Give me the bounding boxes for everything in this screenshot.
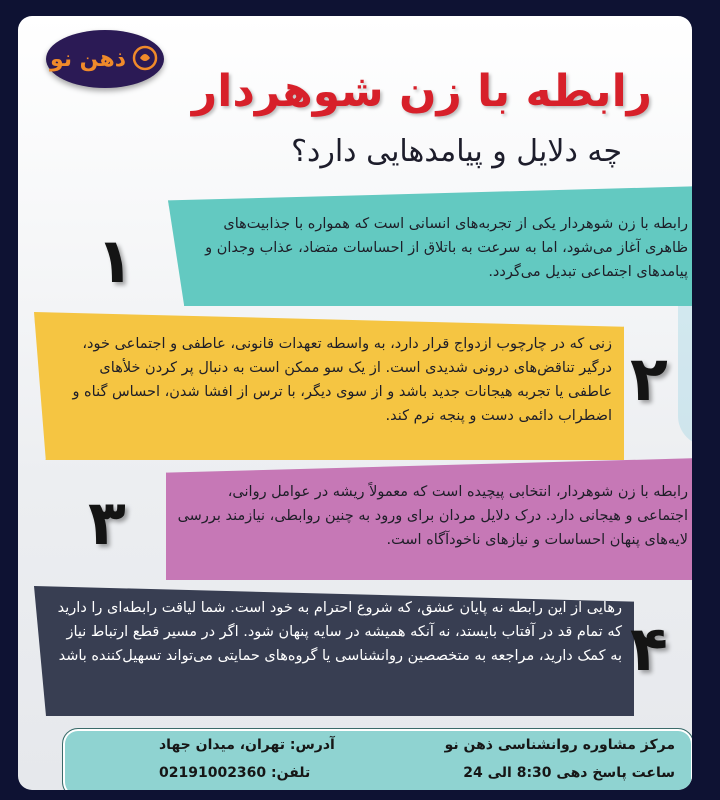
brain-head-icon xyxy=(130,44,160,74)
section-2-number: ۲ xyxy=(630,342,668,415)
contact-footer xyxy=(62,728,692,790)
logo-text: ذهن نو xyxy=(49,46,127,72)
phone-text: تلفن: 02191002360 xyxy=(159,765,311,781)
address-text: آدرس: تهران، میدان جهاد xyxy=(159,737,335,753)
section-3-number: ۳ xyxy=(88,486,126,559)
brand-logo xyxy=(46,30,164,88)
section-1-number: ۱ xyxy=(96,224,134,297)
section-2-text: زنی که در چارچوب ازدواج قرار دارد، به واسطه تعهدات قانونی، عاطفی و اجتماعی خود، درگیر تناقض‌های درونی شدیدی است. از یک سو ممکن است به دنبال پر کردن خلأهای عاطفی یا تجربه هیجانات جدید باشد و از سوی دیگر، با ترس از افشا شدن، احساس گناه و اضطراب دائمی دست و پنجه نرم کند. xyxy=(72,336,612,424)
section-4-text: رهایی از این رابطه نه پایان عشق، که شروع احترام به خود است. شما لیاقت رابطه‌ای را دارید که تمام قد در آفتاب بایستد، نه آنکه همیشه در سایه پنهان شود. اگر در مسیر قطع ارتباط نیاز به کمک دارید، مراجعه به متخصصین روانشناسی یا گروه‌های حمایتی می‌تواند تسهیل‌کننده باشد xyxy=(57,600,622,664)
center-name: مرکز مشاوره روانشناسی ذهن نو xyxy=(444,737,675,753)
section-3-text: رابطه با زن شوهردار، انتخابی پیچیده است که معمولاً ریشه در عوامل روانی، اجتماعی و هیجانی دارد. درک دلایل مردان برای ورود به چنین روابطی، نیازمند بررسی لایه‌های پنهان احساسات و نیازهای ناخودآگاه است. xyxy=(177,484,688,548)
working-hours: ساعت پاسخ دهی 8:30 الی 24 xyxy=(463,765,675,781)
poster-card xyxy=(18,16,692,790)
section-1-text: رابطه با زن شوهردار یکی از تجربه‌های انسانی است که همواره با جذابیت‌های ظاهری آغاز می‌شود، اما به سرعت به باتلاق از احساسات متضاد، عذاب وجدان و پیامدهای اجتماعی تبدیل می‌گردد. xyxy=(205,216,688,280)
section-4-number: ۴ xyxy=(630,612,668,685)
page-subtitle: چه دلایل و پیامدهایی دارد؟ xyxy=(291,134,622,169)
page-title: رابطه با زن شوهردار xyxy=(191,66,652,117)
